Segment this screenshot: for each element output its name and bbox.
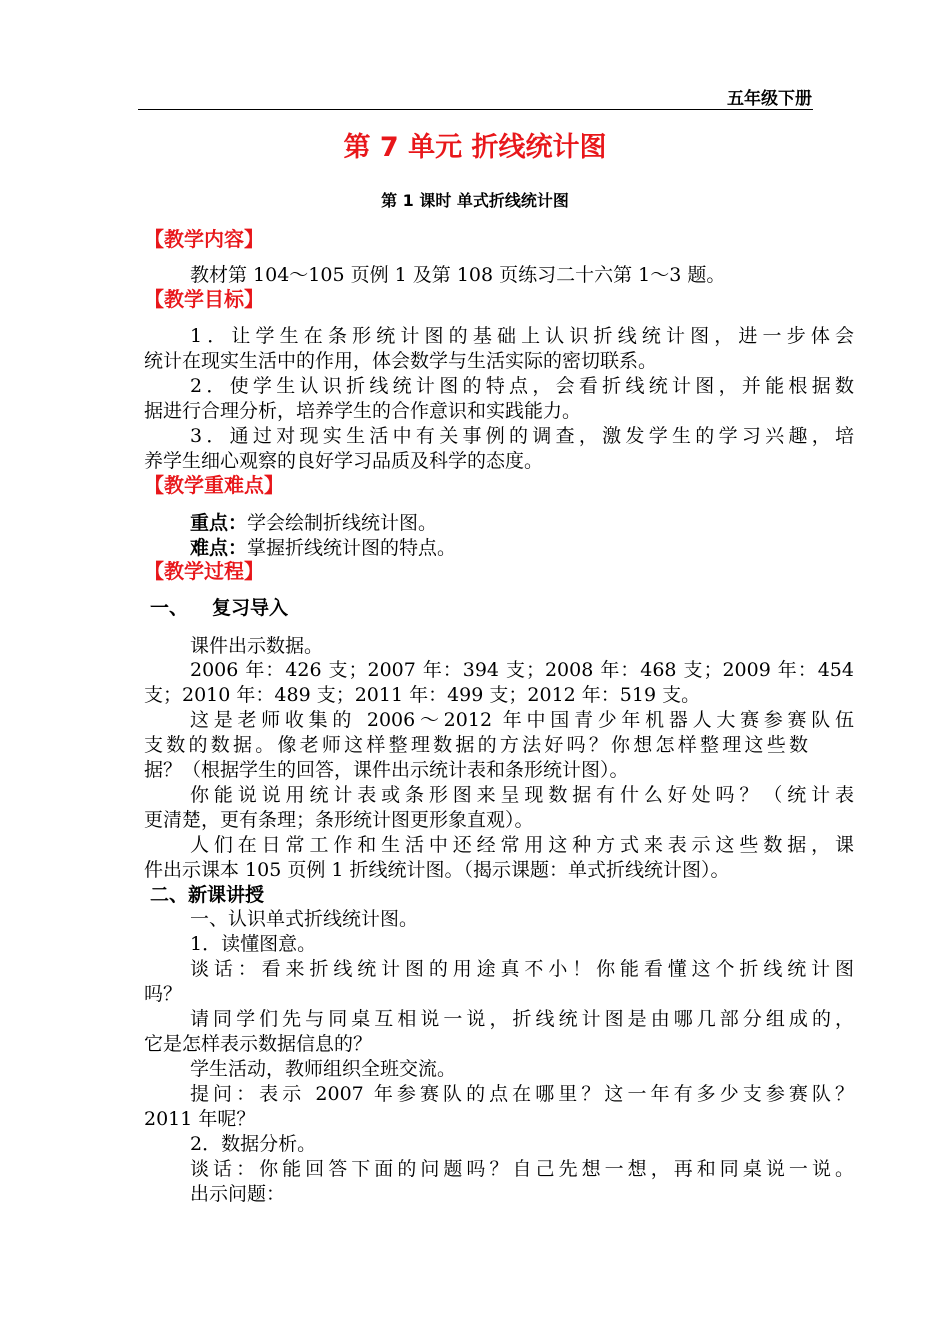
difficult-point-text: 掌握折线统计图的特点。 (247, 537, 457, 559)
key-point-line (144, 510, 854, 536)
data-line-2: 支；2010 年：489 支；2011 年：499 支；2012 年：519 支。 (144, 684, 701, 706)
process-paragraph: 人们在日常工作和生活中还经常用这种方式来表示这些数据，课 (190, 834, 854, 856)
process-paragraph: 谈话：看来折线统计图的用途真不小！你能看懂这个折线统计图 (190, 958, 854, 980)
data-line-1: 2006 年：426 支；2007 年：394 支；2008 年：468 支；2009 年：454 (190, 659, 854, 681)
process-paragraph: 你能说说用统计表或条形图来呈现数据有什么好处吗？（统计表 (190, 784, 854, 806)
process-paragraph: 出示问题： (190, 1183, 286, 1205)
content-text: 教材第 104～105 页例 1 及第 108 页练习二十六第 1～3 题。 (190, 264, 726, 286)
process-paragraph: 课件出示数据。 (190, 635, 324, 657)
unit-title: 第 7 单元 折线统计图 (343, 132, 607, 163)
goal-1-line-2: 统计在现实生活中的作用，体会数学与生活实际的密切联系。 (144, 350, 658, 372)
step-1-number: 一、 (150, 597, 189, 619)
process-paragraph: 请同学们先与同桌互相说一说，折线统计图是由哪几部分组成的， (190, 1008, 854, 1030)
process-paragraph: 学生活动，教师组织全班交流。 (190, 1058, 457, 1080)
goal-2-line-2: 据进行合理分析，培养学生的合作意识和实践能力。 (144, 400, 582, 422)
process-paragraph: 吗？ (144, 983, 183, 1005)
key-point-label: 重点： (190, 512, 248, 534)
lesson-title: 第 1 课时 单式折线统计图 (381, 191, 569, 210)
section-teaching-goals: 【教学目标】 (144, 287, 264, 311)
process-paragraph: 支数的数据。像老师这样整理数据的方法好吗？你想怎样整理这些数 (144, 734, 808, 756)
section-key-points: 【教学重难点】 (144, 473, 284, 497)
goal-1-line-1: 1．让学生在条形统计图的基础上认识折线统计图，进一步体会 (190, 325, 854, 347)
process-paragraph: 2．数据分析。 (190, 1133, 317, 1155)
grade-header: 五年级下册 (727, 89, 812, 109)
goal-3-line-2: 养学生细心观察的良好学习品质及科学的态度。 (144, 450, 544, 472)
process-paragraph: 据？（根据学生的回答，课件出示统计表和条形统计图）。 (144, 759, 629, 781)
process-paragraph: 提问：表示 2007 年参赛队的点在哪里？这一年有多少支参赛队？ (190, 1083, 854, 1105)
process-paragraph: 它是怎样表示数据信息的？ (144, 1033, 373, 1055)
process-paragraph: 2011 年呢？ (144, 1108, 256, 1130)
goal-2-line-1: 2．使学生认识折线统计图的特点，会看折线统计图，并能根据数 (190, 375, 854, 397)
step-1-title: 复习导入 (212, 597, 289, 619)
goal-3-line-1: 3．通过对现实生活中有关事例的调查，激发学生的学习兴趣，培 (190, 425, 854, 447)
process-paragraph: 1．读懂图意。 (190, 933, 317, 955)
header-divider (138, 109, 813, 110)
key-point-text: 学会绘制折线统计图。 (247, 512, 438, 534)
process-paragraph: 件出示课本 105 页例 1 折线统计图。（揭示课题：单式折线统计图）。 (144, 859, 730, 881)
section-teaching-content: 【教学内容】 (144, 227, 264, 251)
process-paragraph: 一、认识单式折线统计图。 (190, 908, 419, 930)
section-teaching-process: 【教学过程】 (144, 559, 264, 583)
process-paragraph: 这是老师收集的 2006～2012 年中国青少年机器人大赛参赛队伍 (190, 709, 854, 731)
process-paragraph: 更清楚，更有条理；条形统计图更形象直观）。 (144, 809, 534, 831)
difficult-point-label: 难点： (190, 537, 248, 559)
process-paragraph: 谈话：你能回答下面的问题吗？自己先想一想，再和同桌说一说。 (190, 1158, 854, 1180)
step-2-title: 二、新课讲授 (150, 884, 265, 906)
